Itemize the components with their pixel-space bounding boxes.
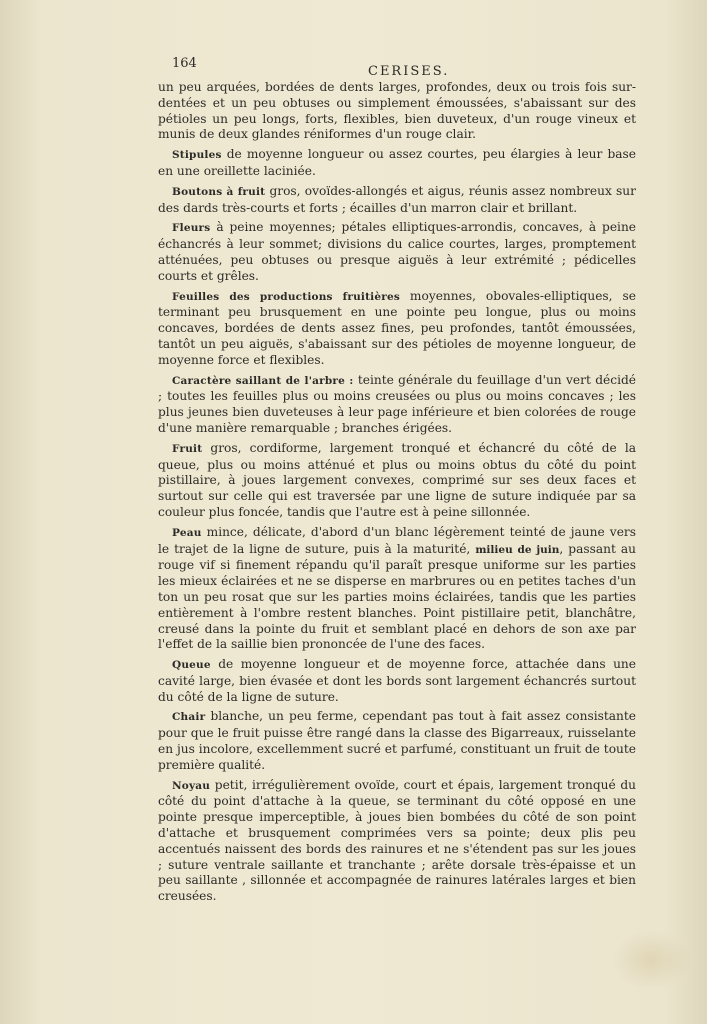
paragraph-text: , passant au rouge vif si finement répandu qu'il paraît presque uniforme sur les parties les mieux éclairées et ne se disperse en marbrures ou en petites taches d'un ton un peu rosat que sur les parties moins éclairées, tandis que les parties entièrement à l'ombre restent blanches. Point pistillaire petit, blanchâtre, creusé dans la pointe du fruit et semblant placé en dehors de son axe par l'effet de la saillie bien prononcée de l'une des faces. <box>158 541 637 652</box>
paragraph-text: blanche, un peu ferme, cependant pas tout à fait assez consistante pour que le fruit puisse être rangé dans la classe des Bigarreaux, ruisselante en jus incolore, excellemment sucré et parfumé, constituant un fruit de toute première qualité. <box>158 709 636 772</box>
paragraph-text: gros, ovoïdes-allongés et aigus, réunis assez nombreux sur des dards très-courts et forts ; écailles d'un marron clair et brillant. <box>158 183 636 215</box>
paragraph-text: moyennes, obovales-elliptiques, se terminant peu brusquement en une pointe peu longue, plus ou moins concaves, bordées de dents assez fines, peu profondes, tantôt émoussées, tantôt un peu aiguës, s'abaissant sur des pétioles de moyenne longueur, de moyenne force et flexibles. <box>158 288 636 367</box>
running-title: CERISES. <box>368 64 450 79</box>
paragraph-boutons <box>158 184 636 217</box>
paragraph-text-before: mince, délicate, d'abord d'un blanc légèrement teinté de jaune vers le trajet de la ligne de suture, puis à la maturité, <box>158 524 636 556</box>
paragraph-lead: Fruit <box>172 442 203 455</box>
paragraph-lead: Peau <box>172 526 202 539</box>
paragraph-queue <box>158 657 636 705</box>
paragraph-feuilles <box>158 289 636 369</box>
paragraph-lead: Noyau <box>172 779 211 792</box>
paragraph-text: de moyenne longueur et de moyenne force, attachée dans une cavité large, bien évasée et dont les bords sont largement échancrés surtout du côté de la ligne de suture. <box>158 657 636 704</box>
paper-stain <box>612 930 692 990</box>
paragraph-text: petit, irrégulièrement ovoïde, court et épais, largement tronqué du côté du point d'attache à la queue, se terminant du côté opposé en une pointe presque imperceptible, à joues bien bombées du côté de son point d'attache et brusquement comprimées vers sa pointe; deux plis peu accentués naissent des bords des rainures et ne s'étendent pas sur les joues ; suture ventrale saillante et tranchante ; arête dorsale très-épaisse et un peu saillante , sillonnée et accompagnée de rainures latérales larges et bien creusées. <box>158 777 636 904</box>
paragraph-lead: Boutons à fruit <box>172 185 266 198</box>
paragraph-lead: Queue <box>172 659 211 672</box>
paragraph-lead: Fleurs <box>172 222 211 235</box>
paragraph-lead: Chair <box>172 711 206 724</box>
paragraph-stipules <box>158 147 636 180</box>
paragraph-text: à peine moyennes; pétales elliptiques-arrondis, concaves, à peine échancrés à leur sommet; divisions du calice courtes, larges, promptement atténuées, peu obtuses ou presque aiguës à leur extrémité ; pédicelles courts et grêles. <box>158 220 636 283</box>
paragraph-lead: Stipules <box>172 149 222 162</box>
paragraph-caractere <box>158 373 636 437</box>
paragraph-noyau <box>158 778 636 905</box>
paragraph-text: gros, cordiforme, largement tronqué et échancré du côté de la queue, plus ou moins atténué et plus ou moins obtus du côté du point pistillaire, à joues largement convexes, comprimé sur ses deux faces et surtout sur celle qui est traversée par une ligne de suture indiquée par sa couleur plus foncée, tandis que l'autre est à peine sillonnée. <box>158 440 636 519</box>
paragraph-leaf-description <box>158 80 636 143</box>
body-text <box>158 80 636 909</box>
paragraph-lead: Feuilles des productions fruitières <box>172 290 400 303</box>
page-number: 164 <box>172 56 197 71</box>
paragraph-fruit <box>158 441 636 521</box>
paragraph-chair <box>158 709 636 773</box>
paragraph-fleurs <box>158 220 636 284</box>
paragraph-peau <box>158 525 636 653</box>
paragraph-text: de moyenne longueur ou assez courtes, peu élargies à leur base en une oreillette laciniée. <box>158 147 636 178</box>
paragraph-lead: Caractère saillant de l'arbre : <box>172 374 354 387</box>
paragraph-text: un peu arquées, bordées de dents larges, profondes, deux ou trois fois sur-dentées et un peu obtuses ou simplement émoussées, s'abaissant sur des pétioles un peu longs, forts, flexibles, bien duveteux, d'un rouge vineux et munis de deux glandes réniformes d'un rouge clair. <box>158 80 636 142</box>
ripening-date: milieu de juin <box>475 543 560 556</box>
paragraph-text: teinte générale du feuillage d'un vert décidé ; toutes les feuilles plus ou moins creusées ou plus ou moins concaves ; les plus jeunes bien duveteuses à leur page inférieure et bien colorées de rouge d'une manière remarquable ; branches érigées. <box>158 372 636 435</box>
